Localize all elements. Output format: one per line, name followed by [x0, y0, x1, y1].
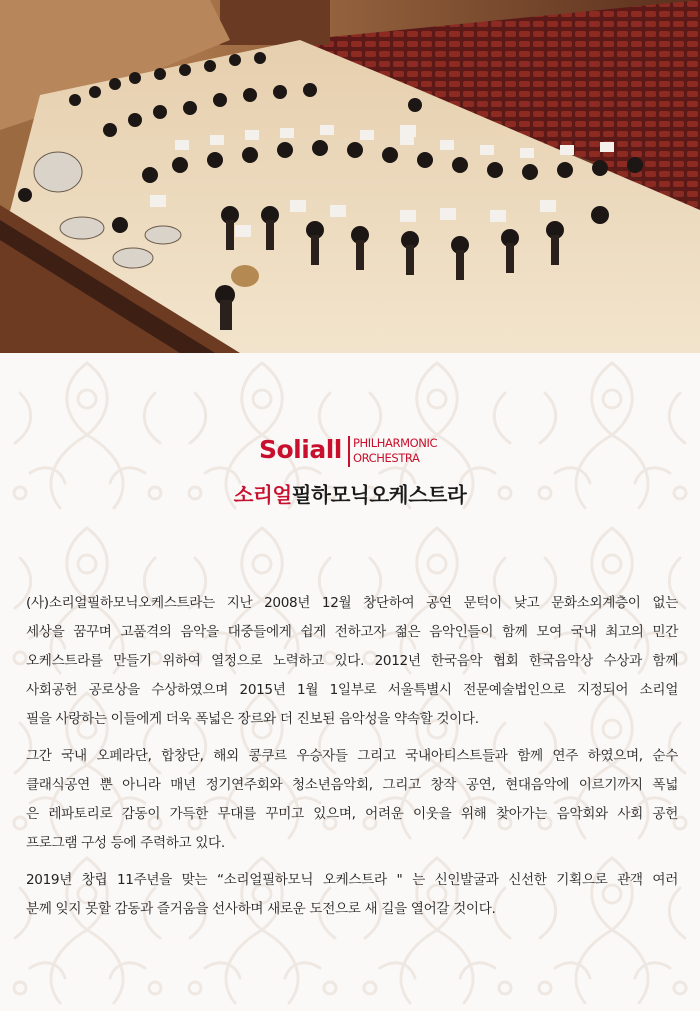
paragraph-1	[26, 589, 678, 734]
text-line: 프로그램 구성 등에 주력하고 있다.	[26, 835, 225, 851]
text-line: 사회공헌 공로상을 수상하였으며 2015년 1월 1일부로 서울특별시 전문예술법인으로 지정되어 소리얼	[26, 682, 678, 698]
text-line: 은 레파토리로 감동이 가득한 무대를 꾸미고 있으며, 어려운 이웃을 위해 찾아가는 음악회와 사회 공헌	[26, 806, 678, 822]
logo-sub-line2: ORCHESTRA	[353, 451, 420, 465]
hero-photo	[0, 0, 700, 353]
logo-wordmark: Soliall	[259, 435, 342, 464]
text-line: 오케스트라를 만들기 위하여 열정으로 노력하고 있다. 2012년 한국음악 협회 한국음악상 수상과 함께	[26, 653, 678, 669]
text-line: 2019년 창립 11주년을 맞는 “소리얼필하모닉 오케스트라 " 는 신인발굴과 신선한 기획으로 관객 여러	[26, 872, 678, 888]
text-line: 필을 사랑하는 이들에게 더욱 폭넓은 장르와 더 진보된 음악성을 약속할 것이다.	[26, 711, 479, 727]
logo-sub-line1: PHILHARMONIC	[353, 436, 438, 450]
text-line: 세상을 꿈꾸며 고품격의 음악을 대중들에게 쉽게 전하고자 젊은 음악인들이 함께 모여 국내 최고의 민간	[26, 624, 678, 640]
text-line: (사)소리얼필하모닉오케스트라는 지난 2008년 12월 창단하여 공연 문턱이 낮고 문화소외계층이 없는	[26, 595, 678, 611]
orchestra-korean-name	[0, 478, 700, 508]
text-line: 분께 잊지 못할 감동과 즐거움을 선사하며 새로운 도전으로 새 길을 열어갈 것이다.	[26, 901, 496, 917]
text-line: 그간 국내 오페라단, 합창단, 해외 콩쿠르 우승자들 그리고 국내아티스트들과 함께 연주 하였으며, 순수	[26, 748, 678, 764]
text-line: 클래식공연 뿐 아니라 매년 정기연주회와 청소년음악회, 그리고 창작 공연, 현대음악에 이르기까지 폭넓	[26, 777, 678, 793]
orchestra-description	[26, 589, 678, 932]
korean-name-part2: 필하모닉오케스트라	[291, 483, 467, 507]
logo-divider	[348, 436, 350, 467]
orchestra-concert-photo	[0, 0, 700, 353]
paragraph-2	[26, 742, 678, 858]
korean-name-part1: 소리얼	[233, 483, 292, 507]
paragraph-3	[26, 866, 678, 924]
orchestra-logo	[259, 433, 459, 473]
